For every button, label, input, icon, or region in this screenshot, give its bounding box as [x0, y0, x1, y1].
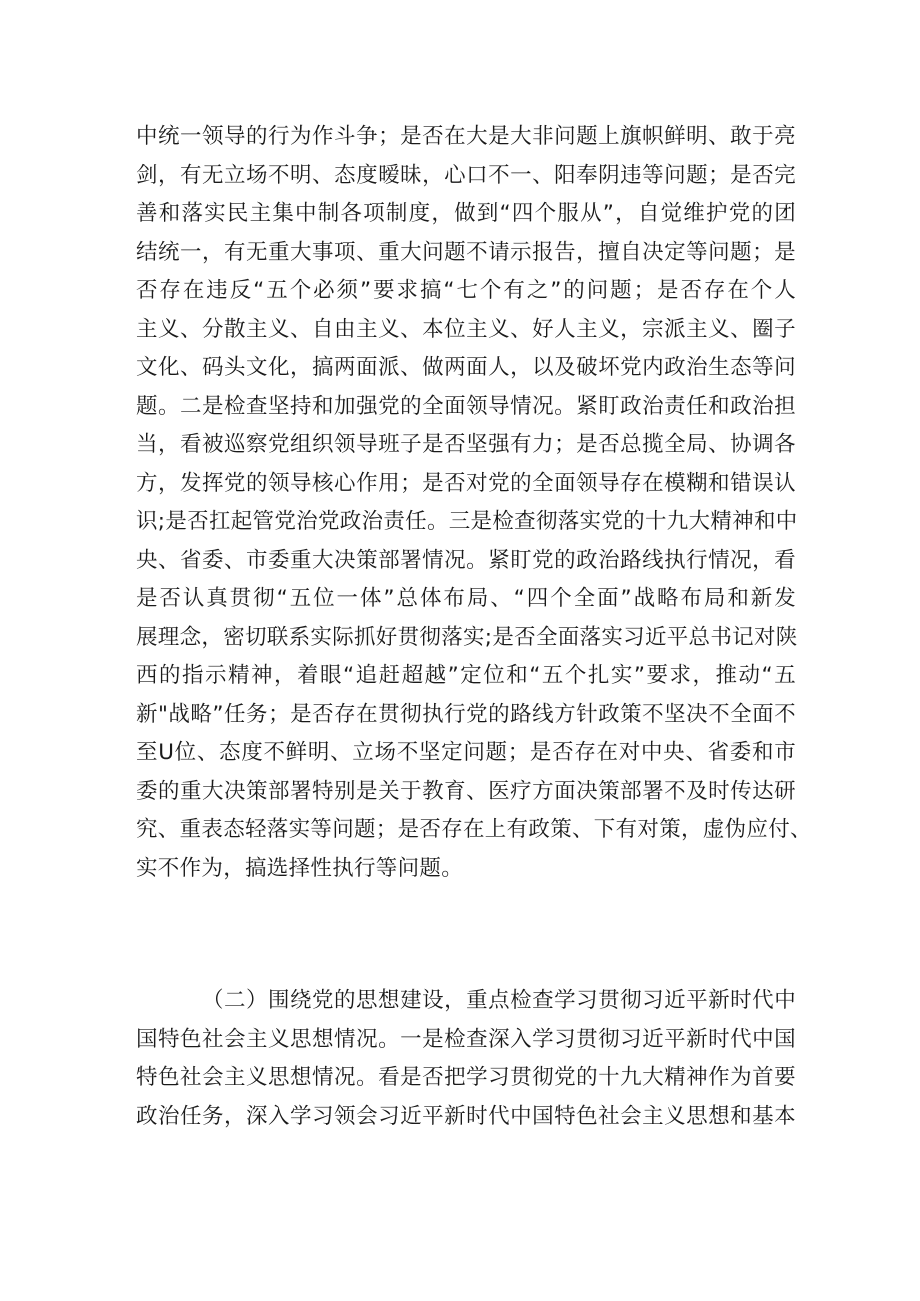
text-line: 国特色社会主义思想情况。一是检查深入学习贯彻习近平新时代中国: [136, 1026, 796, 1052]
text-line: 至U位、态度不鲜明、立场不坚定问题；是否存在对中央、省委和市: [136, 740, 796, 765]
text-line: 是否认真贯彻“五位一体”总体布局、“四个全面”战略布局和新发: [136, 586, 796, 611]
text-line: 中统一领导的行为作斗争；是否在大是大非问题上旗帜鲜明、敢于亮: [136, 124, 796, 149]
paragraph-2: [136, 982, 796, 1136]
text-line: （二）围绕党的思想建设，重点检查学习贯彻习近平新时代中: [202, 988, 796, 1013]
text-line: 文化、码头文化，搞两面派、做两面人，以及破坏党内政治生态等问: [136, 355, 796, 380]
text-line: 究、重表态轻落实等问题；是否存在上有政策、下有对策，虚伪应付、: [136, 817, 812, 842]
text-line: 实不作为，搞选择性执行等问题。: [136, 855, 464, 881]
text-line: 主义、分散主义、自由主义、本位主义、好人主义，宗派主义、圈子: [136, 316, 796, 342]
text-line: 善和落实民主集中制各项制度，做到“四个服从”，自觉维护党的团: [136, 201, 796, 226]
text-line: 当，看被巡察党组织领导班子是否坚强有力；是否总揽全局、协调各: [136, 432, 796, 457]
text-line: 央、省委、市委重大决策部署情况。紧盯党的政治路线执行情况，看: [136, 547, 796, 573]
text-line: 识;是否扛起管党治党政治责任。三是检查彻落实党的十九大精神和中: [136, 509, 798, 534]
text-line: 政治任务，深入学习领会习近平新时代中国特色社会主义思想和基本: [136, 1103, 796, 1129]
text-line: 方，发挥党的领导核心作用；是否对党的全面领导存在模糊和错误认: [136, 470, 796, 496]
text-line: 特色社会主义思想情况。看是否把学习贯彻党的十九大精神作为首要: [136, 1065, 796, 1090]
paragraph-1: [136, 118, 812, 888]
text-line: 否存在违反“五个必须”要求搞“七个有之”的问题；是否存在个人: [136, 278, 796, 303]
text-line: 展理念，密切联系实际抓好贯彻落实;是否全面落实习近平总书记对陕: [136, 624, 798, 650]
text-line: 新"战略”任务；是否存在贯彻执行党的路线方针政策不坚决不全面不: [136, 701, 796, 727]
text-line: 题。二是检查坚持和加强党的全面领导情况。紧盯政治责任和政治担: [136, 393, 796, 419]
text-line: 委的重大决策部署特别是关于教育、医疗方面决策部署不及时传达研: [136, 778, 796, 804]
text-line: 西的指示精神，着眼“追赶超越”定位和“五个扎实”要求，推动“五: [136, 663, 796, 688]
text-line: 结统一，有无重大事项、重大问题不请示报告，擅自决定等问题；是: [136, 239, 796, 265]
text-line: 剑，有无立场不明、态度暧昧，心口不一、阳奉阴违等问题；是否完: [136, 162, 796, 188]
